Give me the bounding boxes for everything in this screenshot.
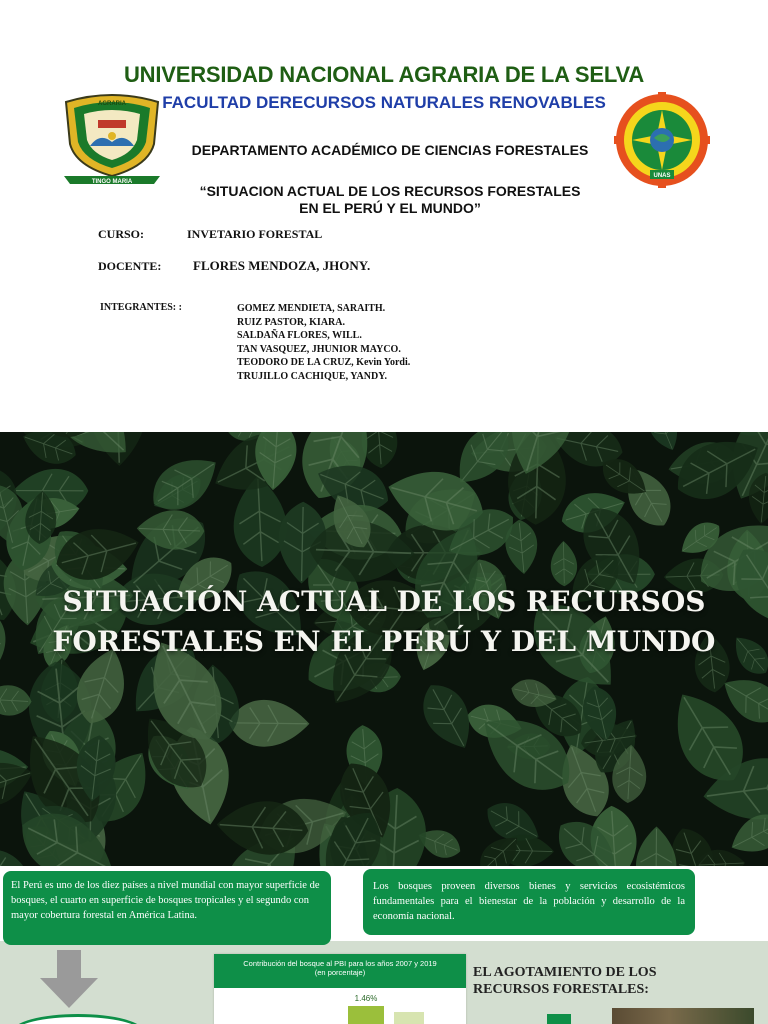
cover-page — [0, 0, 768, 432]
green-marker — [547, 1014, 571, 1024]
member-item: SALDAÑA FLORES, WILL. — [237, 330, 362, 342]
gdp-chart-card — [214, 954, 466, 1024]
faculty-name: FACULTAD DERECURSOS NATURALES RENOVABLES — [162, 93, 606, 112]
document-title-line-2: EN EL PERÚ Y EL MUNDO” — [299, 200, 481, 216]
members-label: INTEGRANTES: : — [100, 302, 182, 313]
document-title — [160, 183, 620, 217]
course-label: CURSO: — [98, 227, 145, 241]
member-item: TEODORO DE LA CRUZ, Kevin Yordi. — [237, 357, 411, 369]
forest-photo-thumbnail — [612, 1008, 754, 1024]
chart-bar — [348, 1006, 384, 1024]
chart-bar — [394, 1012, 424, 1024]
leaves-cover-slide — [0, 432, 768, 866]
section-title-line-2: RECURSOS FORESTALES: — [473, 982, 649, 997]
peru-forest-fact-box: El Perú es uno de los diez países a nivel mundial con mayor superficie de bosques, el cuarto en superficie de bosques tropicales y el segundo con mayor cobertura forestal en América Latina. — [3, 871, 331, 945]
slide-title-line-1: SITUACIÓN ACTUAL DE LOS RECURSOS — [62, 585, 706, 618]
university-shield-logo — [60, 92, 164, 188]
teacher-label: DOCENTE: — [98, 259, 162, 273]
member-item: TRUJILLO CACHIQUE, YANDY. — [237, 370, 388, 382]
document-title-line-1: “SITUACION ACTUAL DE LOS RECURSOS FORESTALES — [199, 183, 581, 199]
members-list — [237, 302, 410, 384]
course-value: INVETARIO FORESTAL — [187, 227, 323, 241]
chart-value-label: 1.46% — [354, 994, 378, 1003]
slide-title — [0, 582, 768, 662]
university-name: UNIVERSIDAD NACIONAL AGRARIA DE LA SELVA — [123, 62, 645, 87]
member-item: RUIZ PASTOR, KIARA. — [237, 316, 345, 328]
teacher-value: FLORES MENDOZA, JHONY. — [193, 258, 371, 273]
section-title — [473, 964, 656, 998]
chart-title — [214, 954, 466, 988]
content-slide — [0, 866, 768, 1024]
down-arrow-icon — [40, 950, 98, 1010]
member-item: TAN VASQUEZ, JHUNIOR MAYCO. — [237, 343, 401, 355]
forest-services-fact-box: Los bosques proveen diversos bienes y servicios ecosistémicos fundamentales para el bienestar de la población y desarrollo de la economía nacional. — [363, 869, 695, 935]
chart-title-line-1: Contribución del bosque al PBI para los años 2007 y 2019 — [243, 959, 437, 968]
faculty-gear-logo — [610, 92, 714, 188]
member-item: GOMEZ MENDIETA, SARAITH. — [237, 303, 386, 314]
chart-plot — [214, 988, 466, 1024]
department-name: DEPARTAMENTO ACADÉMICO DE CIENCIAS FORESTALES — [191, 142, 589, 158]
slide-title-line-2: FORESTALES EN EL PERÚ Y DEL MUNDO — [52, 625, 716, 658]
chart-title-line-2: (en porcentaje) — [314, 968, 366, 977]
section-title-line-1: EL AGOTAMIENTO DE LOS — [473, 965, 657, 980]
svg-text:AGRARIA: AGRARIA — [98, 101, 126, 107]
svg-text:TINGO MARIA: TINGO MARIA — [91, 179, 133, 185]
svg-text:UNAS: UNAS — [653, 173, 671, 179]
